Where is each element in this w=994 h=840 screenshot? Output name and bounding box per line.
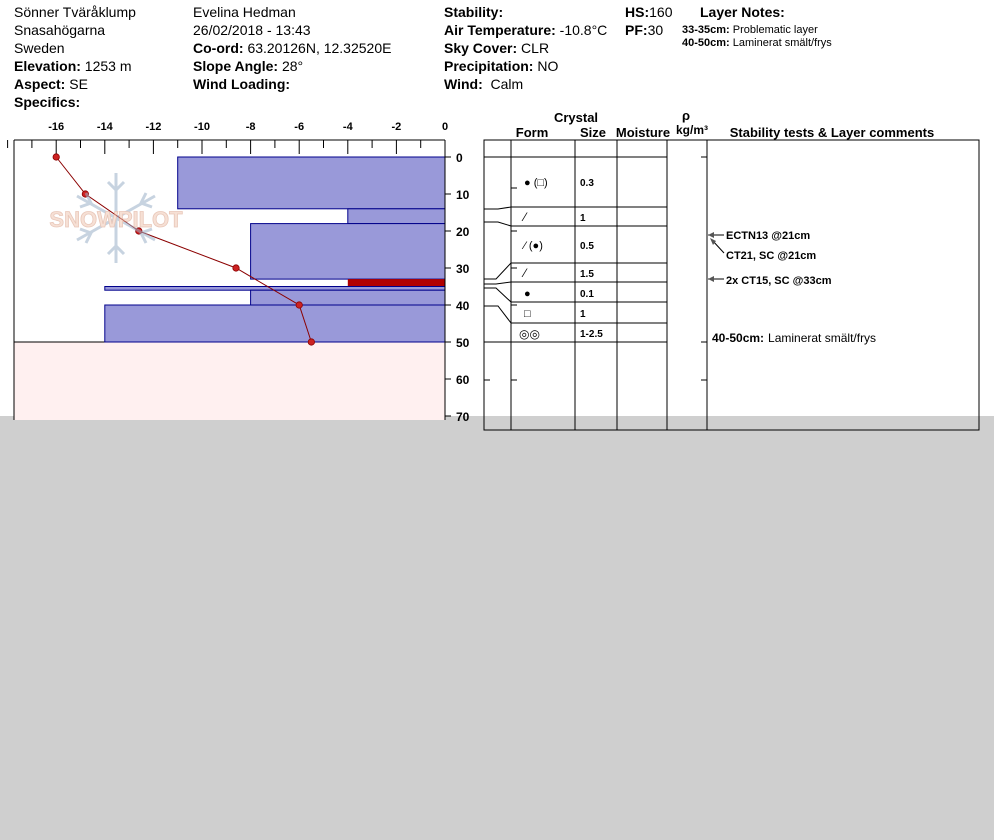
crystal-form: ● (□) <box>524 177 548 189</box>
foot-penetration: PF:30 <box>625 22 664 38</box>
layer-note: 33-35cm: Problematic layer <box>682 24 818 36</box>
aspect: Aspect: SE <box>14 76 88 92</box>
crystal-form: ◎◎ <box>519 327 540 341</box>
hardness-bar <box>251 290 445 305</box>
sky-cover: Sky Cover: CLR <box>444 40 550 56</box>
observer: Evelina Hedman <box>193 4 296 20</box>
crystal-size: 1.5 <box>580 269 594 280</box>
arrow-heads <box>708 232 716 282</box>
wind-loading-label: Wind Loading: <box>193 76 291 92</box>
snowpilot-logo <box>49 173 183 263</box>
crystal-size: 0.1 <box>580 289 594 300</box>
crystal-size: 0.3 <box>580 178 594 189</box>
crystal-size: 1 <box>580 309 586 320</box>
slope-angle: Slope Angle: 28° <box>193 58 304 74</box>
moisture-header: Moisture <box>615 125 671 140</box>
crystal-form: ● <box>524 288 531 300</box>
x-tick-label: -8 <box>245 121 256 133</box>
hardness-bar <box>105 305 445 342</box>
coordinates: Co-ord: 63.20126N, 12.32520E <box>193 40 392 56</box>
crystal-header: Crystal <box>553 110 599 125</box>
x-tick-label: -12 <box>145 121 162 133</box>
stability-test: CT21, SC @21cm <box>726 250 817 262</box>
temperature-point <box>233 265 239 271</box>
y-tick-label: 0 <box>456 151 463 165</box>
y-tick-label: 20 <box>456 225 470 239</box>
mountain-range: Snasahögarna <box>14 22 106 38</box>
temperature-point <box>296 302 302 308</box>
hardness-bar <box>178 157 445 209</box>
crystal-size: 1-2.5 <box>580 329 603 340</box>
y-tick-label: 70 <box>456 410 470 424</box>
x-tick-label: -10 <box>194 121 210 133</box>
x-tick-label: -16 <box>48 121 65 133</box>
hardness-bar <box>105 287 445 291</box>
country: Sweden <box>14 40 65 56</box>
stability-label: Stability: <box>444 4 504 20</box>
date-time: 26/02/2018 - 13:43 <box>193 22 311 38</box>
air-temperature: Air Temperature: -10.8°C <box>444 22 608 38</box>
hardness-bar <box>348 209 445 224</box>
rho-header: ρ <box>681 108 691 123</box>
density-unit-header: kg/m³ <box>675 123 709 137</box>
crystal-form: ⁄ <box>524 266 527 280</box>
wind: Wind: Calm <box>444 76 524 92</box>
crystal-form: □ <box>524 308 531 320</box>
y-tick-label: 60 <box>456 373 470 387</box>
y-tick-label: 10 <box>456 188 470 202</box>
x-tick-label: -2 <box>391 121 402 133</box>
temperature-point <box>308 339 314 345</box>
ground-area <box>14 342 445 420</box>
layer-comment: 40-50cm: Laminerat smält/frys <box>712 331 877 345</box>
svg-text:SNOWPILOT: SNOWPILOT <box>49 207 183 232</box>
comments-header: Stability tests & Layer comments <box>729 125 935 140</box>
form-header: Form <box>515 125 549 140</box>
problem-layer-bar <box>348 279 445 286</box>
y-tick-label: 40 <box>456 299 470 313</box>
crystal-size: 1 <box>580 213 586 224</box>
location-name: Sönner Tväråklump <box>14 4 136 20</box>
stability-test: 2x CT15, SC @33cm <box>726 275 832 287</box>
crystal-form: ⁄ <box>524 210 527 224</box>
x-tick-label: -14 <box>96 121 113 133</box>
crystal-form: ⁄ (●) <box>524 240 543 252</box>
stability-test: ECTN13 @21cm <box>726 230 811 242</box>
y-tick-label: 50 <box>456 336 470 350</box>
crystal-size: 0.5 <box>580 241 594 252</box>
layer-note: 40-50cm: Laminerat smält/frys <box>682 37 832 49</box>
hardness-bar <box>251 224 445 280</box>
temperature-point <box>53 154 59 160</box>
y-tick-label: 30 <box>456 262 470 276</box>
layer-notes-title: Layer Notes: <box>700 4 785 20</box>
size-header: Size <box>579 125 607 140</box>
snow-height: HS:160 <box>625 4 673 20</box>
specifics-label: Specifics: <box>14 94 81 110</box>
x-tick-label: -4 <box>342 121 353 133</box>
x-tick-label: 0 <box>441 121 449 133</box>
precipitation: Precipitation: NO <box>444 58 559 74</box>
x-tick-label: -6 <box>294 121 305 133</box>
elevation: Elevation: 1253 m <box>14 58 132 74</box>
